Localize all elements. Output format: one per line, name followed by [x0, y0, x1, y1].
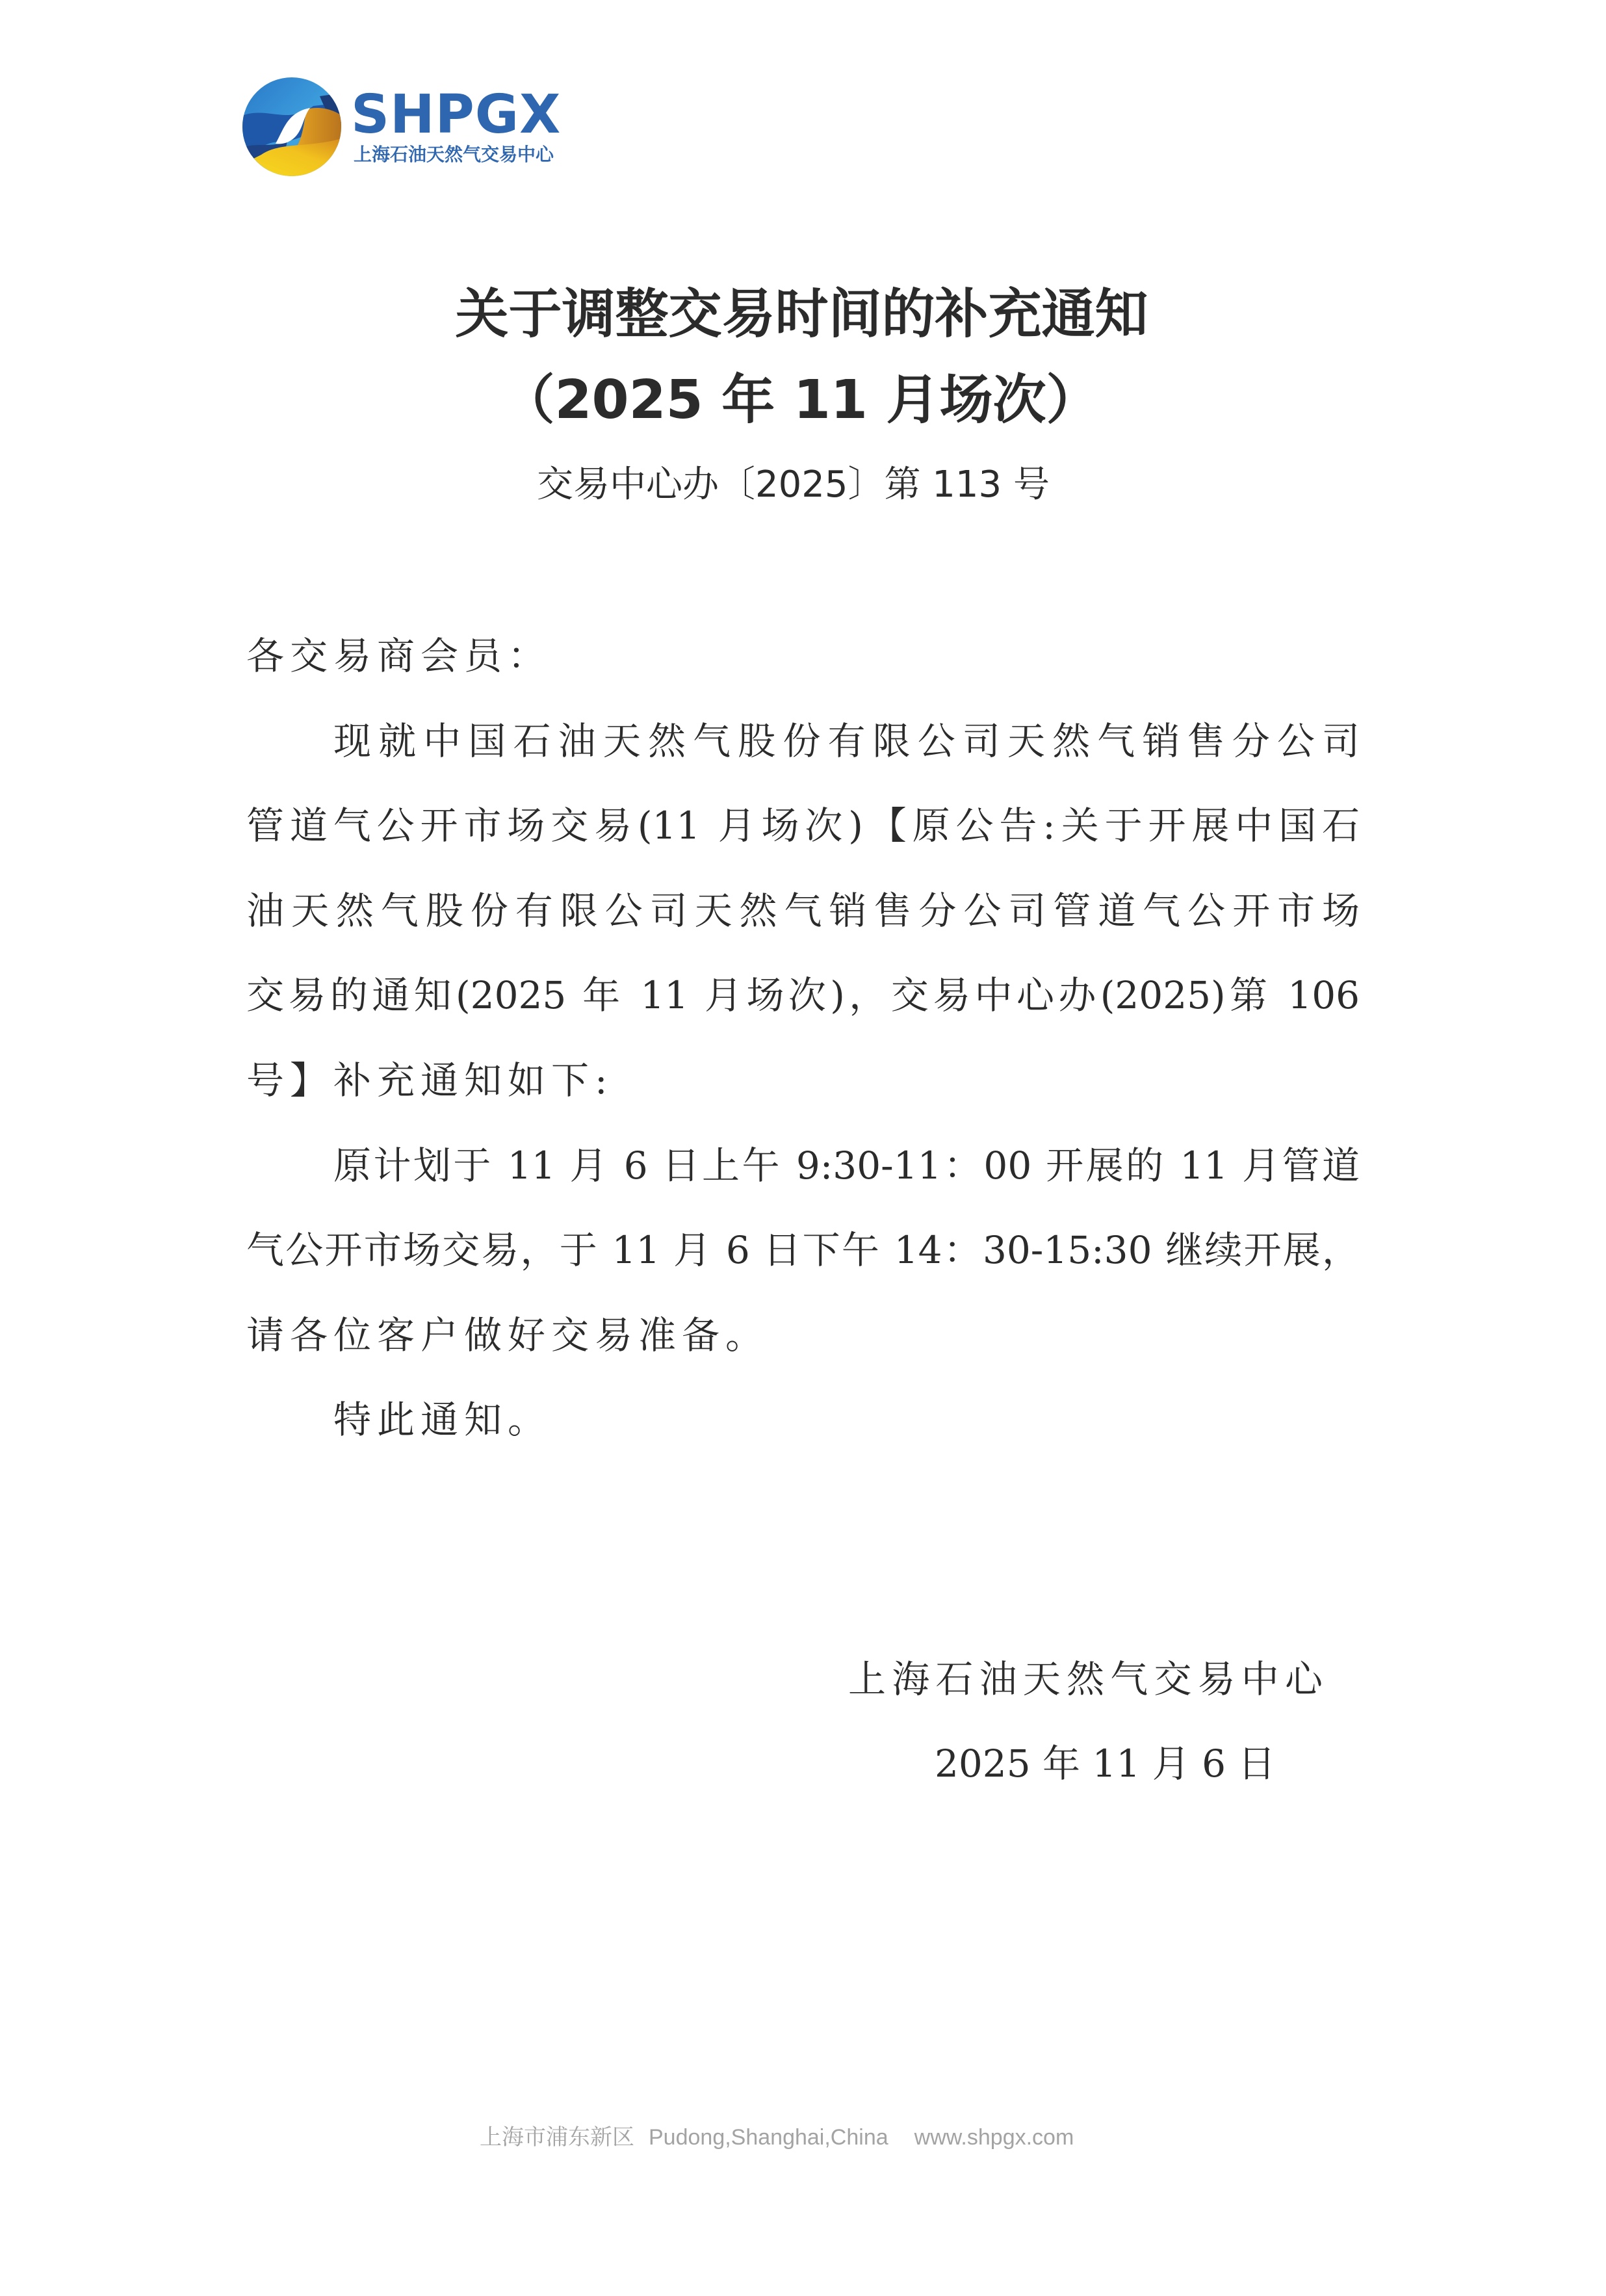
salutation: 各交易商会员：	[246, 634, 552, 678]
body-line: 交易的通知(2025 年 11 月场次)，交易中心办(2025)第 106	[246, 973, 1360, 1018]
body-line: 请各位客户做好交易准备。	[246, 1312, 770, 1357]
footer-address-en: Pudong,Shanghai,China	[649, 2125, 888, 2150]
document-subtitle: （2025 年 11 月场次）	[501, 369, 1100, 431]
logo-subtitle: 上海石油天然气交易中心	[354, 144, 554, 165]
body-line: 现就中国石油天然气股份有限公司天然气销售分公司	[333, 718, 1360, 763]
signature-organization: 上海石油天然气交易中心	[848, 1657, 1323, 1701]
body-line: 气公开市场交易，于 11 月 6 日下午 14：30-15:30 继续开展，	[246, 1228, 1360, 1273]
logo-wordmark: SHPGX	[351, 84, 562, 146]
page-footer	[480, 2122, 1074, 2152]
footer-website: www.shpgx.com	[914, 2125, 1074, 2150]
footer-address-cn: 上海市浦东新区	[480, 2125, 634, 2150]
body-line: 管道气公开市场交易(11 月场次)【原公告:关于开展中国石	[246, 803, 1360, 848]
document-body	[246, 627, 1360, 1476]
closing-line: 特此通知。	[333, 1398, 552, 1442]
signature-date: 2025 年 11 月 6 日	[935, 1742, 1276, 1786]
shpgx-logo	[242, 77, 562, 178]
body-line: 号】补充通知如下:	[246, 1058, 614, 1102]
document-number: 交易中心办〔2025〕第 113 号	[536, 463, 1050, 506]
document-title: 关于调整交易时间的补充通知	[455, 283, 1148, 345]
body-line: 油天然气股份有限公司天然气销售分公司管道气公开市场	[246, 888, 1360, 933]
body-line: 原计划于 11 月 6 日上午 9:30-11：00 开展的 11 月管道	[333, 1143, 1360, 1188]
shpgx-globe-logo-icon	[242, 77, 342, 177]
